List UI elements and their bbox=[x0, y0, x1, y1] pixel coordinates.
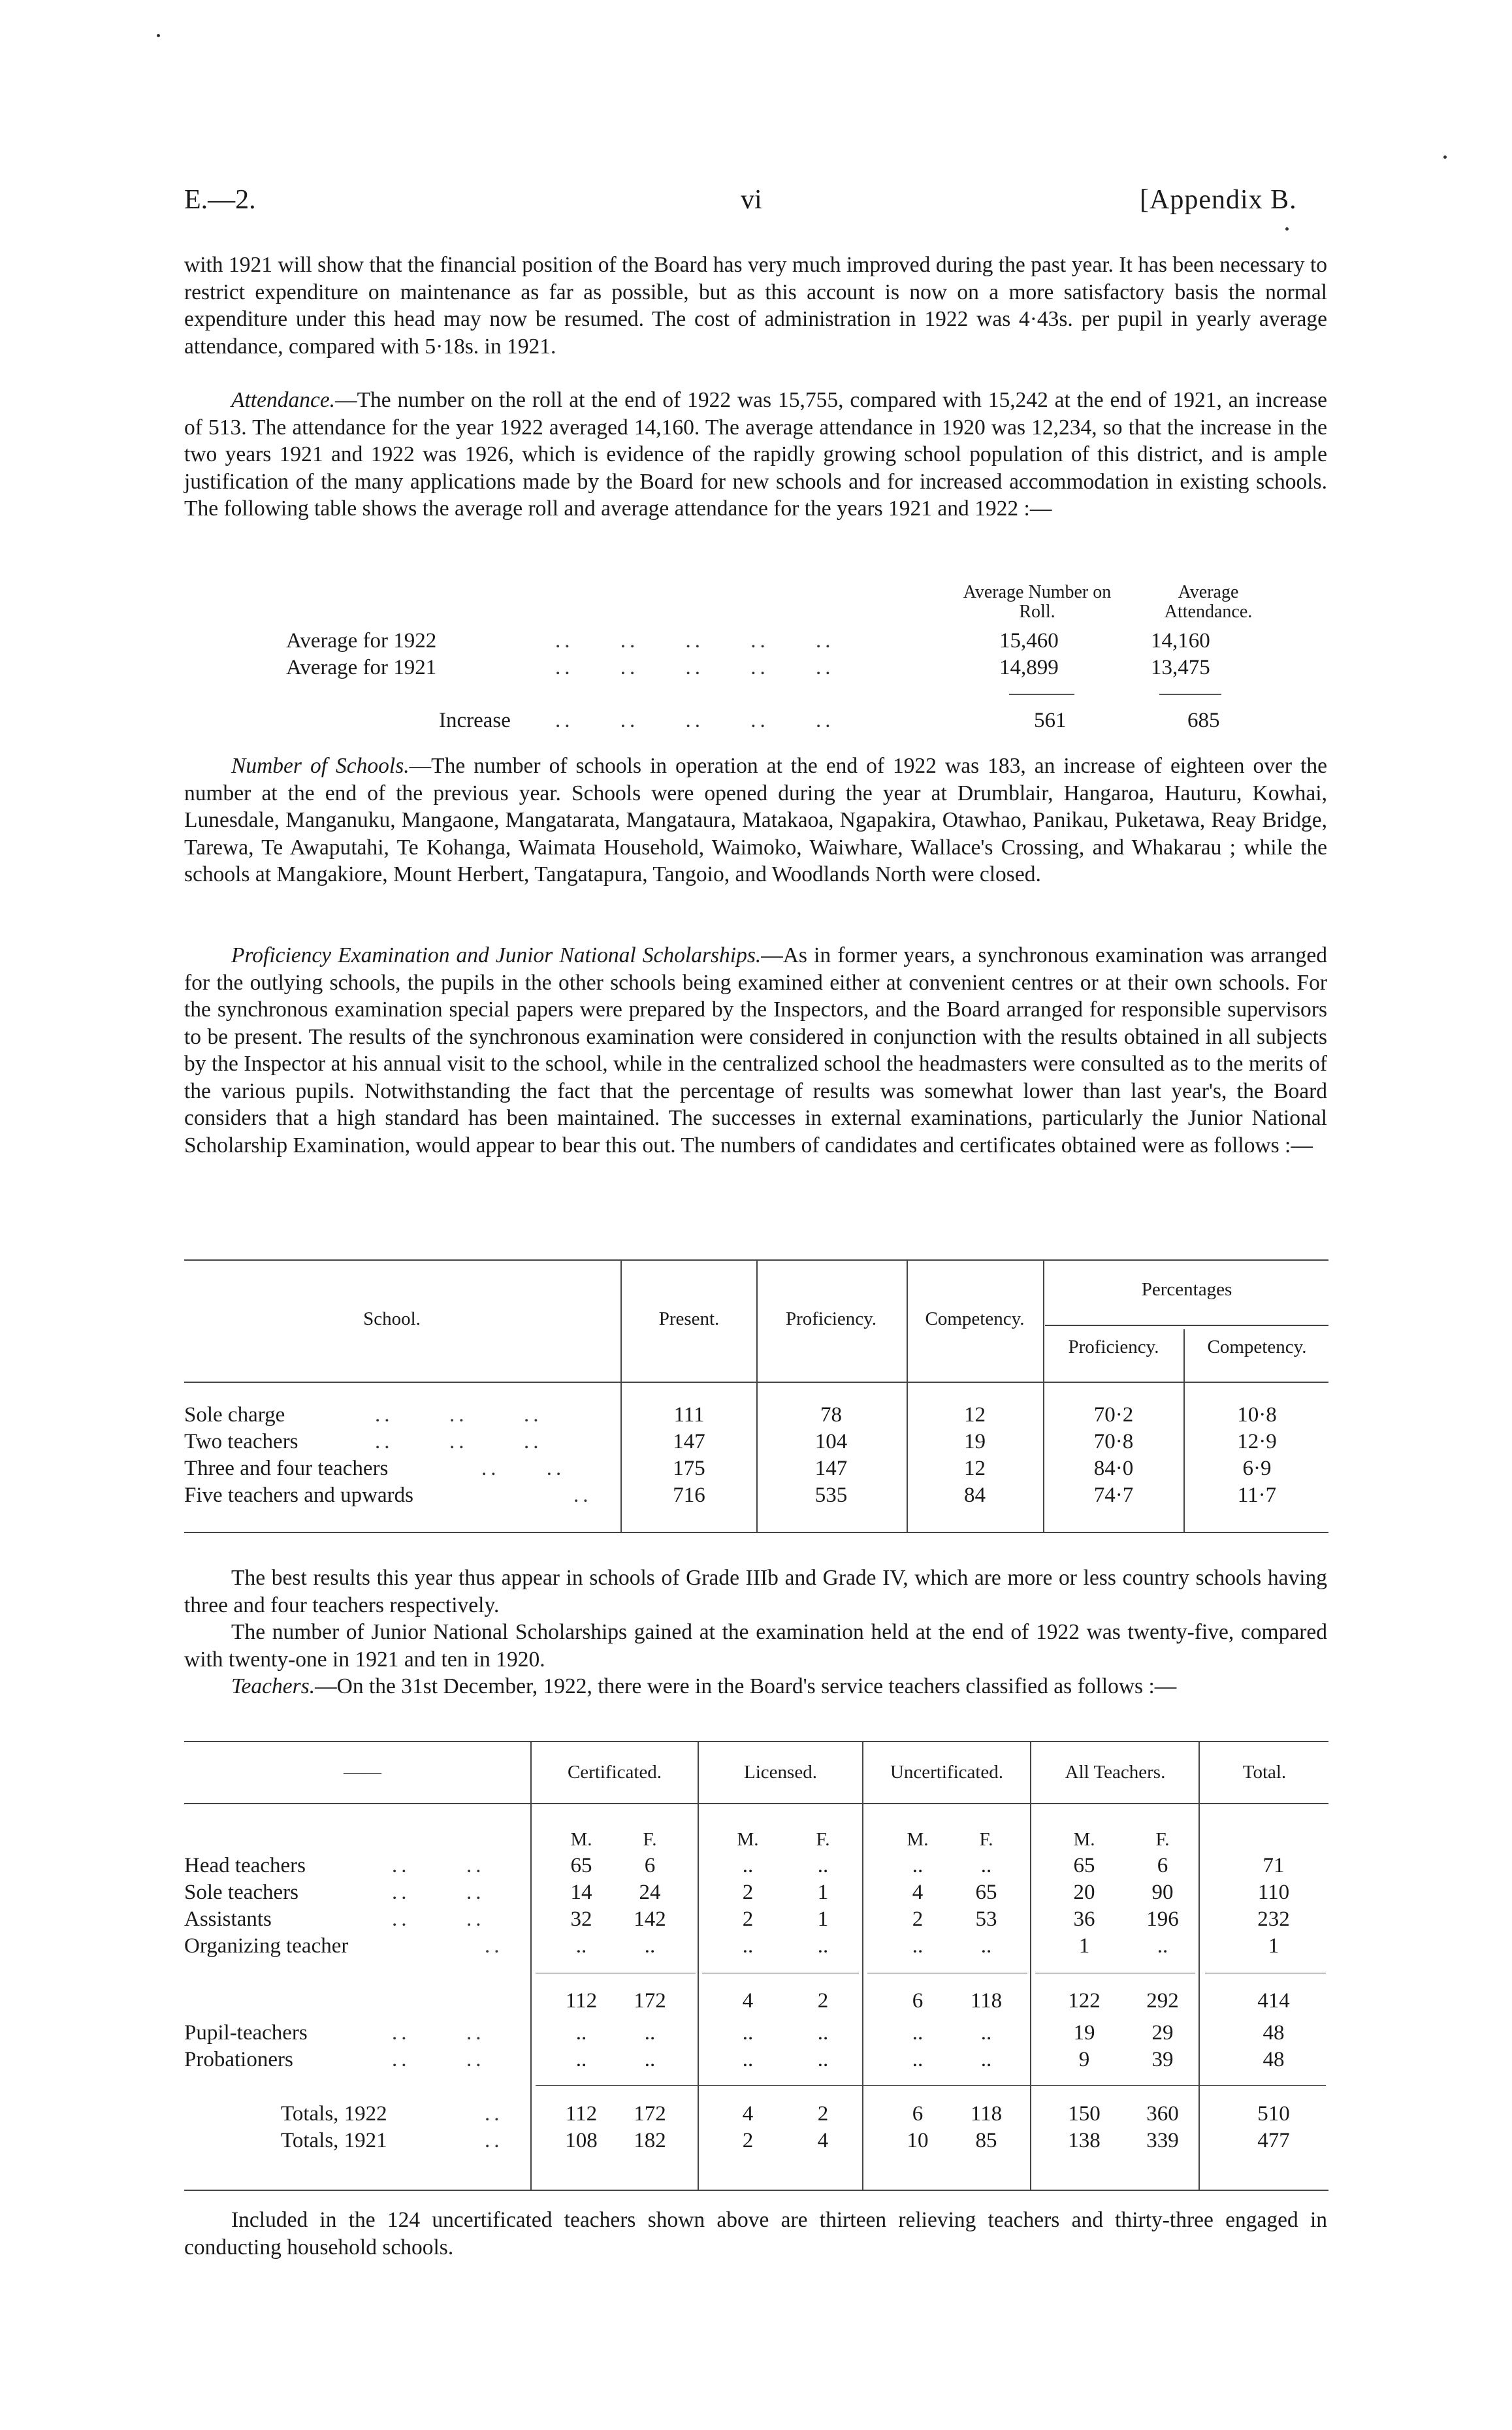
all-f: .. bbox=[1157, 1934, 1168, 1958]
uncert-f: .. bbox=[980, 1854, 992, 1877]
all-m: 1 bbox=[1078, 1934, 1090, 1958]
col-m: M. bbox=[1073, 1829, 1095, 1850]
leader-dots: .. .. bbox=[392, 2048, 485, 2071]
cert-f: 172 bbox=[634, 1989, 666, 2013]
leader-dots: .. .. bbox=[392, 1854, 485, 1877]
uncert-f: .. bbox=[980, 2048, 992, 2071]
sum-rule bbox=[536, 2085, 1326, 2086]
speck bbox=[157, 34, 160, 37]
row-pct-prof: 70·8 bbox=[1093, 1430, 1134, 1453]
col-m: M. bbox=[907, 1829, 929, 1850]
uncert-m: 6 bbox=[912, 2102, 924, 2126]
avg-roll-header: Average Number on Roll. bbox=[963, 582, 1112, 622]
total: 71 bbox=[1263, 1854, 1285, 1877]
leader-dots: .. .. .. .. .. bbox=[555, 629, 835, 653]
number-of-schools-paragraph bbox=[184, 753, 1327, 888]
footer-note: Included in the 124 uncertificated teachers shown above are thirteen relieving teachers and thirty-three engaged in conducting household schools. bbox=[184, 2208, 1327, 2260]
row-competency: 19 bbox=[964, 1430, 986, 1453]
col-present: Present. bbox=[658, 1308, 720, 1329]
col-rule bbox=[1030, 1742, 1031, 2190]
uncert-f: 118 bbox=[970, 2102, 1003, 2126]
number-of-schools-text: —The number of schools in operation at the end of 1922 was 183, an increase of eighteen over the number at the end of the previous year. Schools were opened during the year at Drumblair, Hangaroa, Hauturu, Kowhai, Lunesdale, Manganuku, Mangaone, Mangatarata, Mangataura, Matakaoa, Ngapakira, Otawhao, Panikau, Puketawa, Reay Bridge, Tarewa, Te Awaputahi, Te Kohanga, Waimata Household, Waimoko, Waiwhare, Wallace's Crossing, and Whakarau ; while the schools at Mangakiore, Mount Herbert, Tangatapura, Tangoio, and Woodlands North were closed. bbox=[184, 754, 1327, 886]
proficiency-heading: Proficiency Examination and Junior National Scholarships. bbox=[231, 943, 762, 967]
table-bottom-rule bbox=[184, 2190, 1328, 2191]
lic-f: .. bbox=[817, 1854, 829, 1877]
total: 1 bbox=[1268, 1934, 1279, 1958]
appendix-label: [Appendix B. bbox=[1140, 185, 1297, 215]
all-m: 9 bbox=[1078, 2048, 1090, 2071]
col-school: School. bbox=[363, 1308, 421, 1329]
row-competency: 12 bbox=[964, 1457, 986, 1480]
col-percentages: Percentages bbox=[1141, 1279, 1232, 1300]
uncert-m: 10 bbox=[907, 2129, 929, 2152]
att-increase-roll: 561 bbox=[1034, 709, 1067, 732]
att-roll-1921: 14,899 bbox=[999, 656, 1059, 679]
row-pct-comp: 10·8 bbox=[1237, 1403, 1277, 1427]
row-competency: 84 bbox=[964, 1483, 986, 1507]
att-row-label: Average for 1921 bbox=[286, 656, 437, 679]
total: 477 bbox=[1257, 2129, 1290, 2152]
row-present: 175 bbox=[673, 1457, 705, 1480]
uncert-f: 85 bbox=[975, 2129, 997, 2152]
cert-m: 112 bbox=[565, 1989, 598, 2013]
row-proficiency: 147 bbox=[814, 1457, 848, 1480]
row-pct-comp: 12·9 bbox=[1237, 1430, 1277, 1453]
uncert-f: .. bbox=[980, 1934, 992, 1958]
attendance-paragraph bbox=[184, 387, 1327, 523]
cert-f: 142 bbox=[634, 1907, 666, 1931]
teachers-paragraph bbox=[184, 1673, 1327, 1700]
uncert-m: .. bbox=[912, 1854, 924, 1877]
row-pct-prof: 74·7 bbox=[1093, 1483, 1134, 1507]
leader-dots: .. bbox=[485, 2129, 504, 2152]
col-f: F. bbox=[816, 1829, 830, 1850]
att-roll-1922: 15,460 bbox=[999, 629, 1059, 653]
lic-m: 4 bbox=[742, 2102, 754, 2126]
proficiency-paragraph bbox=[184, 942, 1327, 1159]
cert-f: 172 bbox=[634, 2102, 666, 2126]
proficiency-text: —As in former years, a synchronous examination was arranged for the outlying schools, the pupils in the other schools being examined either at convenient centres or at their own schools. For the synchronous examination special papers were prepared by the Inspectors, and the Board arranged for responsible supervisors to be present. The results of the synchronous examination were considered in conjunction with the results obtained in all subjects by the Inspector at his annual visit to the school, while in the centralized school the headmasters were consulted as to the merits of the various pupils. Notwithstanding the fact that the percentage of results was somewhat lower than last year's, the Board considers that a high standard has been maintained. The successes in external examinations, particularly the Junior National Scholarship Examination, would appear to bear this out. The numbers of candidates and certificates obtained were as follows :— bbox=[184, 943, 1327, 1158]
col-f: F. bbox=[643, 1829, 657, 1850]
uncert-m: 6 bbox=[912, 1989, 924, 2013]
lic-f: 1 bbox=[817, 1881, 829, 1904]
row-present: 716 bbox=[673, 1483, 705, 1507]
leader-dots: .. .. bbox=[392, 2021, 485, 2045]
total: 110 bbox=[1257, 1881, 1290, 1904]
cert-m: 32 bbox=[570, 1907, 592, 1931]
teachers-row-label: Probationers bbox=[184, 2048, 293, 2071]
lic-f: 4 bbox=[817, 2129, 829, 2152]
uncert-m: 2 bbox=[912, 1907, 924, 1931]
col-pct-proficiency: Proficiency. bbox=[1068, 1336, 1159, 1357]
total: 510 bbox=[1257, 2102, 1290, 2126]
scholarships-paragraph: The number of Junior National Scholarships gained at the examination held at the end of 1922 was twenty-five, compared with twenty-one in 1921 and ten in 1920. bbox=[184, 1620, 1327, 1672]
attendance-text: —The number on the roll at the end of 1922 was 15,755, compared with 15,242 at the end of 1921, an increase of 513. The attendance for the year 1922 averaged 14,160. The average attendance in 1920 was 12,234, so that the increase in the two years 1921 and 1922 was 1926, which is evidence of the rapidly growing school population of this district, and is ample justification of the many applications made by the Board for new schools and for increased accommodation in existing schools. The following table shows the average roll and average attendance for the years 1921 and 1922 :— bbox=[184, 388, 1327, 521]
cert-m: 112 bbox=[565, 2102, 598, 2126]
teachers-heading: Teachers. bbox=[231, 1674, 315, 1698]
attendance-heading: Attendance. bbox=[231, 388, 336, 412]
all-m: 20 bbox=[1073, 1881, 1095, 1904]
all-f: 29 bbox=[1151, 2021, 1174, 2045]
col-m: M. bbox=[570, 1829, 592, 1850]
all-f: 6 bbox=[1157, 1854, 1168, 1877]
lic-m: .. bbox=[742, 1854, 754, 1877]
uncert-m: .. bbox=[912, 1934, 924, 1958]
cert-m: .. bbox=[575, 2048, 587, 2071]
table-top-rule bbox=[184, 1741, 1328, 1742]
row-pct-comp: 11·7 bbox=[1237, 1483, 1277, 1507]
lic-m: 2 bbox=[742, 2129, 754, 2152]
col-rule bbox=[1198, 1742, 1200, 2190]
uncert-f: 65 bbox=[975, 1881, 997, 1904]
lic-f: .. bbox=[817, 1934, 829, 1958]
cert-m: 14 bbox=[570, 1881, 592, 1904]
att-increase-attendance: 685 bbox=[1187, 709, 1220, 732]
cert-m: 108 bbox=[565, 2129, 598, 2152]
col-certificated: Certificated. bbox=[567, 1762, 662, 1783]
lic-f: 2 bbox=[817, 1989, 829, 2013]
col-licensed: Licensed. bbox=[744, 1762, 817, 1783]
all-m: 19 bbox=[1073, 2021, 1095, 2045]
best-results-paragraph: The best results this year thus appear in schools of Grade IIIb and Grade IV, which are more or less country schools having three and four teachers respectively. bbox=[184, 1566, 1327, 1617]
leader-dots: .. bbox=[485, 1934, 504, 1958]
lic-f: 2 bbox=[817, 2102, 829, 2126]
row-school: Five teachers and upwards bbox=[184, 1483, 413, 1507]
leader-dots: .. .. bbox=[481, 1457, 566, 1480]
uncert-m: 4 bbox=[912, 1881, 924, 1904]
all-f: 360 bbox=[1146, 2102, 1179, 2126]
uncert-f: 118 bbox=[970, 1989, 1003, 2013]
teachers-row-label: Totals, 1922 bbox=[281, 2102, 387, 2126]
speck bbox=[1285, 227, 1289, 231]
total: 414 bbox=[1257, 1989, 1290, 2013]
lic-m: .. bbox=[742, 1934, 754, 1958]
col-blank: —— bbox=[344, 1762, 381, 1783]
lic-m: .. bbox=[742, 2021, 754, 2045]
leader-dots: .. .. .. .. .. bbox=[555, 656, 835, 679]
col-rule bbox=[530, 1742, 532, 2190]
row-competency: 12 bbox=[964, 1403, 986, 1427]
teachers-row-label: Totals, 1921 bbox=[281, 2129, 387, 2152]
cert-f: 182 bbox=[634, 2129, 666, 2152]
lic-f: .. bbox=[817, 2021, 829, 2045]
all-m: 138 bbox=[1068, 2129, 1101, 2152]
lic-f: 1 bbox=[817, 1907, 829, 1931]
row-school: Sole charge bbox=[184, 1403, 285, 1427]
all-f: 90 bbox=[1151, 1881, 1174, 1904]
teachers-row-label: Head teachers bbox=[184, 1854, 306, 1877]
number-of-schools-heading: Number of Schools. bbox=[231, 754, 410, 778]
lic-m: 4 bbox=[742, 1989, 754, 2013]
leader-dots: .. .. .. bbox=[375, 1430, 543, 1453]
leader-dots: .. bbox=[573, 1483, 592, 1507]
teachers-row-label: Pupil-teachers bbox=[184, 2021, 308, 2045]
att-attendance-1922: 14,160 bbox=[1151, 629, 1210, 653]
intro-paragraph: with 1921 will show that the financial position of the Board has very much improved during the past year. It has been necessary to restrict expenditure on maintenance as far as possible, but as this account is now on a more satisfactory basis the normal expenditure under this head may now be resumed. The cost of administration in 1922 was 4·43s. per pupil in yearly average attendance, compared with 5·18s. in 1921. bbox=[184, 253, 1327, 359]
table-bottom-rule bbox=[184, 1532, 1328, 1533]
row-pct-prof: 84·0 bbox=[1093, 1457, 1134, 1480]
teachers-row-label: Organizing teacher bbox=[184, 1934, 349, 1958]
uncert-f: .. bbox=[980, 2021, 992, 2045]
row-proficiency: 78 bbox=[820, 1403, 842, 1427]
leader-dots: .. .. bbox=[392, 1907, 485, 1931]
leader-dots: .. .. .. bbox=[375, 1403, 543, 1427]
all-f: 196 bbox=[1146, 1907, 1179, 1931]
cert-f: 24 bbox=[639, 1881, 661, 1904]
page-number: vi bbox=[741, 185, 762, 215]
leader-dots: .. bbox=[485, 2102, 504, 2126]
uncert-m: .. bbox=[912, 2048, 924, 2071]
all-f: 339 bbox=[1146, 2129, 1179, 2152]
col-f: F. bbox=[1155, 1829, 1170, 1850]
col-pct-competency: Competency. bbox=[1207, 1336, 1307, 1357]
cert-m: .. bbox=[575, 1934, 587, 1958]
total: 48 bbox=[1263, 2048, 1285, 2071]
all-m: 36 bbox=[1073, 1907, 1095, 1931]
col-all-teachers: All Teachers. bbox=[1065, 1762, 1166, 1783]
header-rule bbox=[184, 1382, 1328, 1383]
row-pct-prof: 70·2 bbox=[1093, 1403, 1134, 1427]
sum-rule bbox=[1159, 694, 1221, 695]
teachers-row-label: Assistants bbox=[184, 1907, 272, 1931]
col-rule bbox=[862, 1742, 863, 2190]
cert-m: .. bbox=[575, 2021, 587, 2045]
col-total: Total. bbox=[1242, 1762, 1287, 1783]
col-competency: Competency. bbox=[925, 1308, 1025, 1329]
uncert-m: .. bbox=[912, 2021, 924, 2045]
lic-m: .. bbox=[742, 2048, 754, 2071]
all-m: 122 bbox=[1068, 1989, 1101, 2013]
att-increase-label: Increase bbox=[439, 709, 511, 732]
att-attendance-1921: 13,475 bbox=[1151, 656, 1210, 679]
col-proficiency: Proficiency. bbox=[785, 1308, 877, 1329]
lic-m: 2 bbox=[742, 1881, 754, 1904]
all-f: 39 bbox=[1151, 2048, 1174, 2071]
col-rule bbox=[1043, 1261, 1044, 1532]
col-uncertificated: Uncertificated. bbox=[890, 1762, 1004, 1783]
leader-dots: .. .. .. .. .. bbox=[555, 709, 835, 732]
lic-f: .. bbox=[817, 2048, 829, 2071]
cert-f: 6 bbox=[644, 1854, 656, 1877]
teachers-row-label: Sole teachers bbox=[184, 1881, 299, 1904]
row-present: 147 bbox=[673, 1430, 705, 1453]
all-f: 292 bbox=[1146, 1989, 1179, 2013]
col-rule bbox=[620, 1261, 622, 1532]
att-row-label: Average for 1922 bbox=[286, 629, 437, 653]
teachers-text: —On the 31st December, 1922, there were in the Board's service teachers classified as follows :— bbox=[315, 1674, 1177, 1698]
row-present: 111 bbox=[673, 1403, 705, 1427]
leader-dots: .. .. bbox=[392, 1881, 485, 1904]
lic-m: 2 bbox=[742, 1907, 754, 1931]
pct-rule bbox=[1045, 1325, 1328, 1326]
row-school: Two teachers bbox=[184, 1430, 298, 1453]
row-proficiency: 535 bbox=[814, 1483, 848, 1507]
row-pct-comp: 6·9 bbox=[1242, 1457, 1272, 1480]
cert-f: .. bbox=[644, 2048, 656, 2071]
all-m: 150 bbox=[1068, 2102, 1101, 2126]
total: 48 bbox=[1263, 2021, 1285, 2045]
row-school: Three and four teachers bbox=[184, 1457, 389, 1480]
cert-m: 65 bbox=[570, 1854, 592, 1877]
row-proficiency: 104 bbox=[814, 1430, 848, 1453]
uncert-f: 53 bbox=[975, 1907, 997, 1931]
sum-rule bbox=[1009, 694, 1074, 695]
page-code: E.—2. bbox=[184, 185, 256, 215]
all-m: 65 bbox=[1073, 1854, 1095, 1877]
cert-f: .. bbox=[644, 1934, 656, 1958]
col-f: F. bbox=[979, 1829, 993, 1850]
total: 232 bbox=[1257, 1907, 1290, 1931]
header-rule bbox=[184, 1803, 1328, 1804]
cert-f: .. bbox=[644, 2021, 656, 2045]
col-rule bbox=[1183, 1329, 1185, 1532]
col-m: M. bbox=[737, 1829, 759, 1850]
avg-attendance-header: Average Attendance. bbox=[1164, 582, 1253, 622]
speck bbox=[1443, 155, 1447, 159]
col-rule bbox=[698, 1742, 699, 2190]
